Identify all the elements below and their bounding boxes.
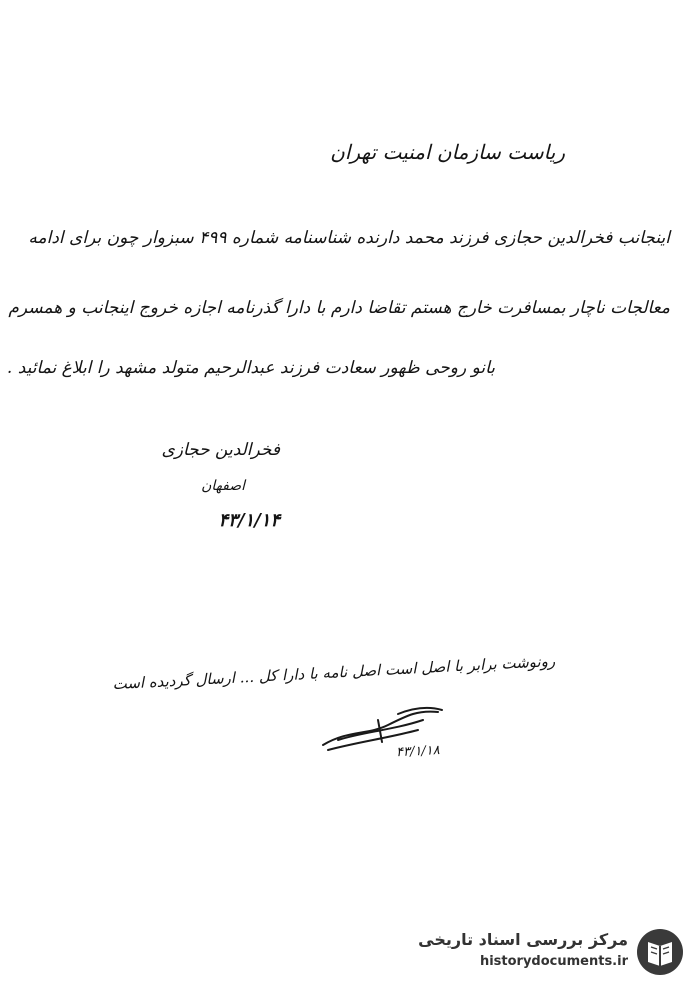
signer-city: اصفهان [201,478,245,494]
watermark-url: historydocuments.ir [479,954,628,969]
body-line: اینجانب فخرالدین حجازی فرزند محمد دارنده شناسنامه شماره ۴۹۹ سبزوار چون برای ادامه [28,228,670,248]
watermark [402,922,692,982]
body-line: بانو روحی ظهور سعادت فرزند عبدالرحیم متولد مشهد را ابلاغ نمائید . [6,358,495,378]
book-logo-icon [634,926,686,978]
sign-date: ۴۳/۱/۱۴ [218,510,280,531]
salutation: ریاست سازمان امنیت تهران [330,140,565,164]
watermark-org-name: مرکز بررسی اسناد تاریخی [418,930,628,949]
signer-name: فخرالدین حجازی [161,440,280,460]
body-line: معالجات ناچار بمسافرت خارج هستم تقاضا دارم با دارا گذرنامه اجازه خروج اینجانب و همسرم [8,298,670,318]
certification-text: رونوشت برابر با اصل است اصل نامه با دارا کل ... ارسال گردیده است [112,652,556,694]
signature-date: ۴۳/۱/۱۸ [395,743,441,761]
